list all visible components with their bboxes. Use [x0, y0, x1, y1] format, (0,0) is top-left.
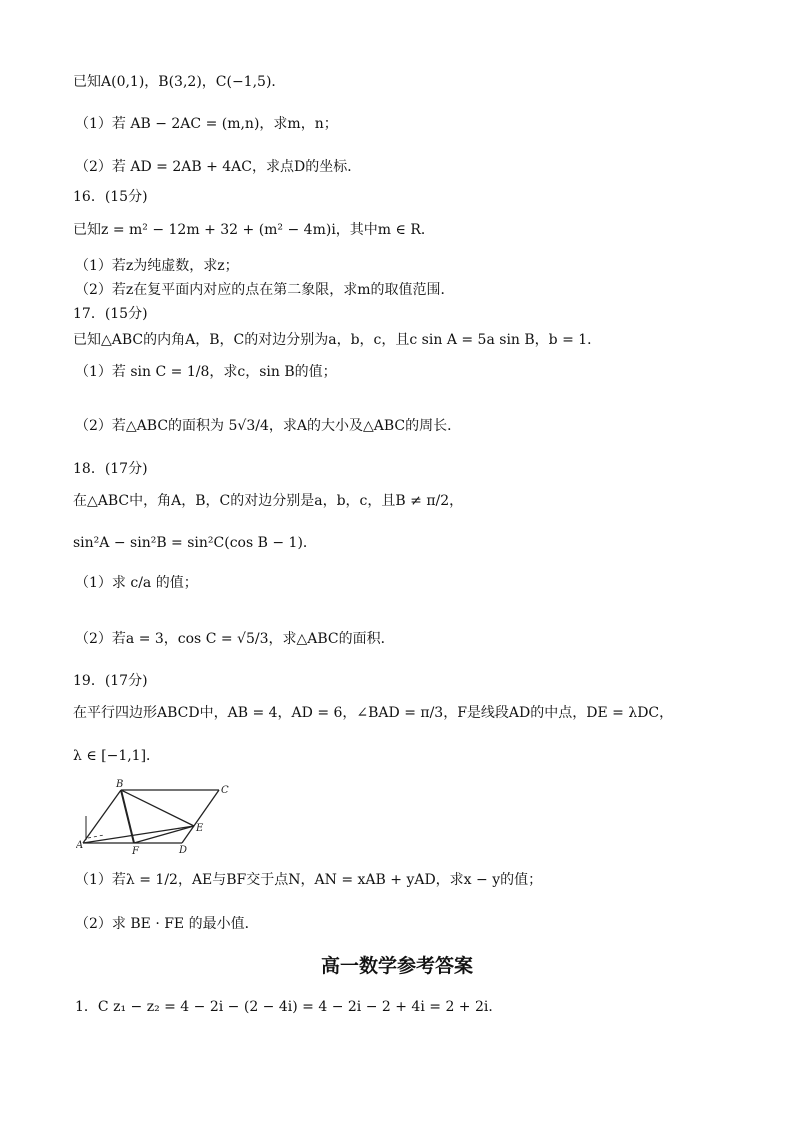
problem-16-header: 16．(15分) — [73, 189, 148, 205]
label-F: F — [132, 846, 139, 857]
dashed-mark — [88, 835, 104, 838]
segment-BF — [121, 790, 134, 843]
problem-15-part-2: （2）若 AD = 2AB + 4AC，求点D的坐标． — [75, 159, 362, 175]
problem-18-part-2: （2）若a = 3，cos C = √5/3，求△ABC的面积． — [75, 631, 395, 647]
label-B: B — [116, 779, 124, 790]
problem-17-part-2: （2）若△ABC的面积为 5√3/4，求A的大小及△ABC的周长． — [75, 418, 462, 434]
problem-15-part-1: （1）若 AB − 2AC = (m,n)，求m，n； — [75, 116, 338, 132]
problem-16-part-1: （1）若z为纯虚数，求z； — [75, 258, 239, 274]
problem-17-part-1: （1）若 sin C = 1/8，求c，sin B的值； — [75, 364, 337, 380]
problem-19-header: 19．(17分) — [73, 673, 148, 689]
problem-17-given: 已知△ABC的内角A，B，C的对边分别为a，b，c，且c sin A = 5a sin B，b = 1． — [73, 332, 602, 348]
label-A: A — [76, 840, 84, 851]
parallelogram-figure — [76, 778, 266, 858]
problem-16-part-2: （2）若z在复平面内对应的点在第二象限，求m的取值范围． — [75, 282, 455, 298]
problem-16-given: 已知z = m² − 12m + 32 + (m² − 4m)i，其中m ∈ R． — [73, 222, 435, 238]
problem-15-given: 已知A(0,1)，B(3,2)，C(−1,5)． — [73, 74, 286, 90]
problem-18-given: 在△ABC中，角A，B，C的对边分别是a，b，c，且B ≠ π/2， — [73, 493, 464, 509]
problem-19-part-2: （2）求 BE · FE 的最小值． — [75, 916, 259, 932]
problem-18-part-1: （1）求 c/a 的值； — [75, 575, 198, 591]
segment-CD — [182, 790, 219, 843]
segment-BE — [121, 790, 194, 826]
problem-19-lambda-range: λ ∈ [−1,1]． — [73, 748, 161, 764]
problem-19-given: 在平行四边形ABCD中，AB = 4，AD = 6，∠BAD = π/3，F是线段AD的中点，DE = λDC， — [73, 705, 674, 721]
label-D: D — [179, 845, 188, 856]
answer-1: 1．C z₁ − z₂ = 4 − 2i − (2 − 4i) = 4 − 2i − 2 + 4i = 2 + 2i． — [75, 999, 503, 1015]
problem-18-condition: sin²A − sin²B = sin²C(cos B − 1)． — [73, 535, 317, 551]
answer-section-title: 高一数学参考答案 — [320, 955, 473, 977]
label-C: C — [221, 785, 229, 796]
problem-18-header: 18．(17分) — [73, 461, 148, 477]
problem-17-header: 17．(15分) — [73, 306, 148, 322]
segment-AE — [83, 826, 194, 843]
problem-19-part-1: （1）若λ = 1/2，AE与BF交于点N，AN = xAB + yAD，求x − y的值； — [75, 872, 543, 888]
segment-FE — [134, 826, 194, 843]
label-E: E — [196, 823, 204, 834]
